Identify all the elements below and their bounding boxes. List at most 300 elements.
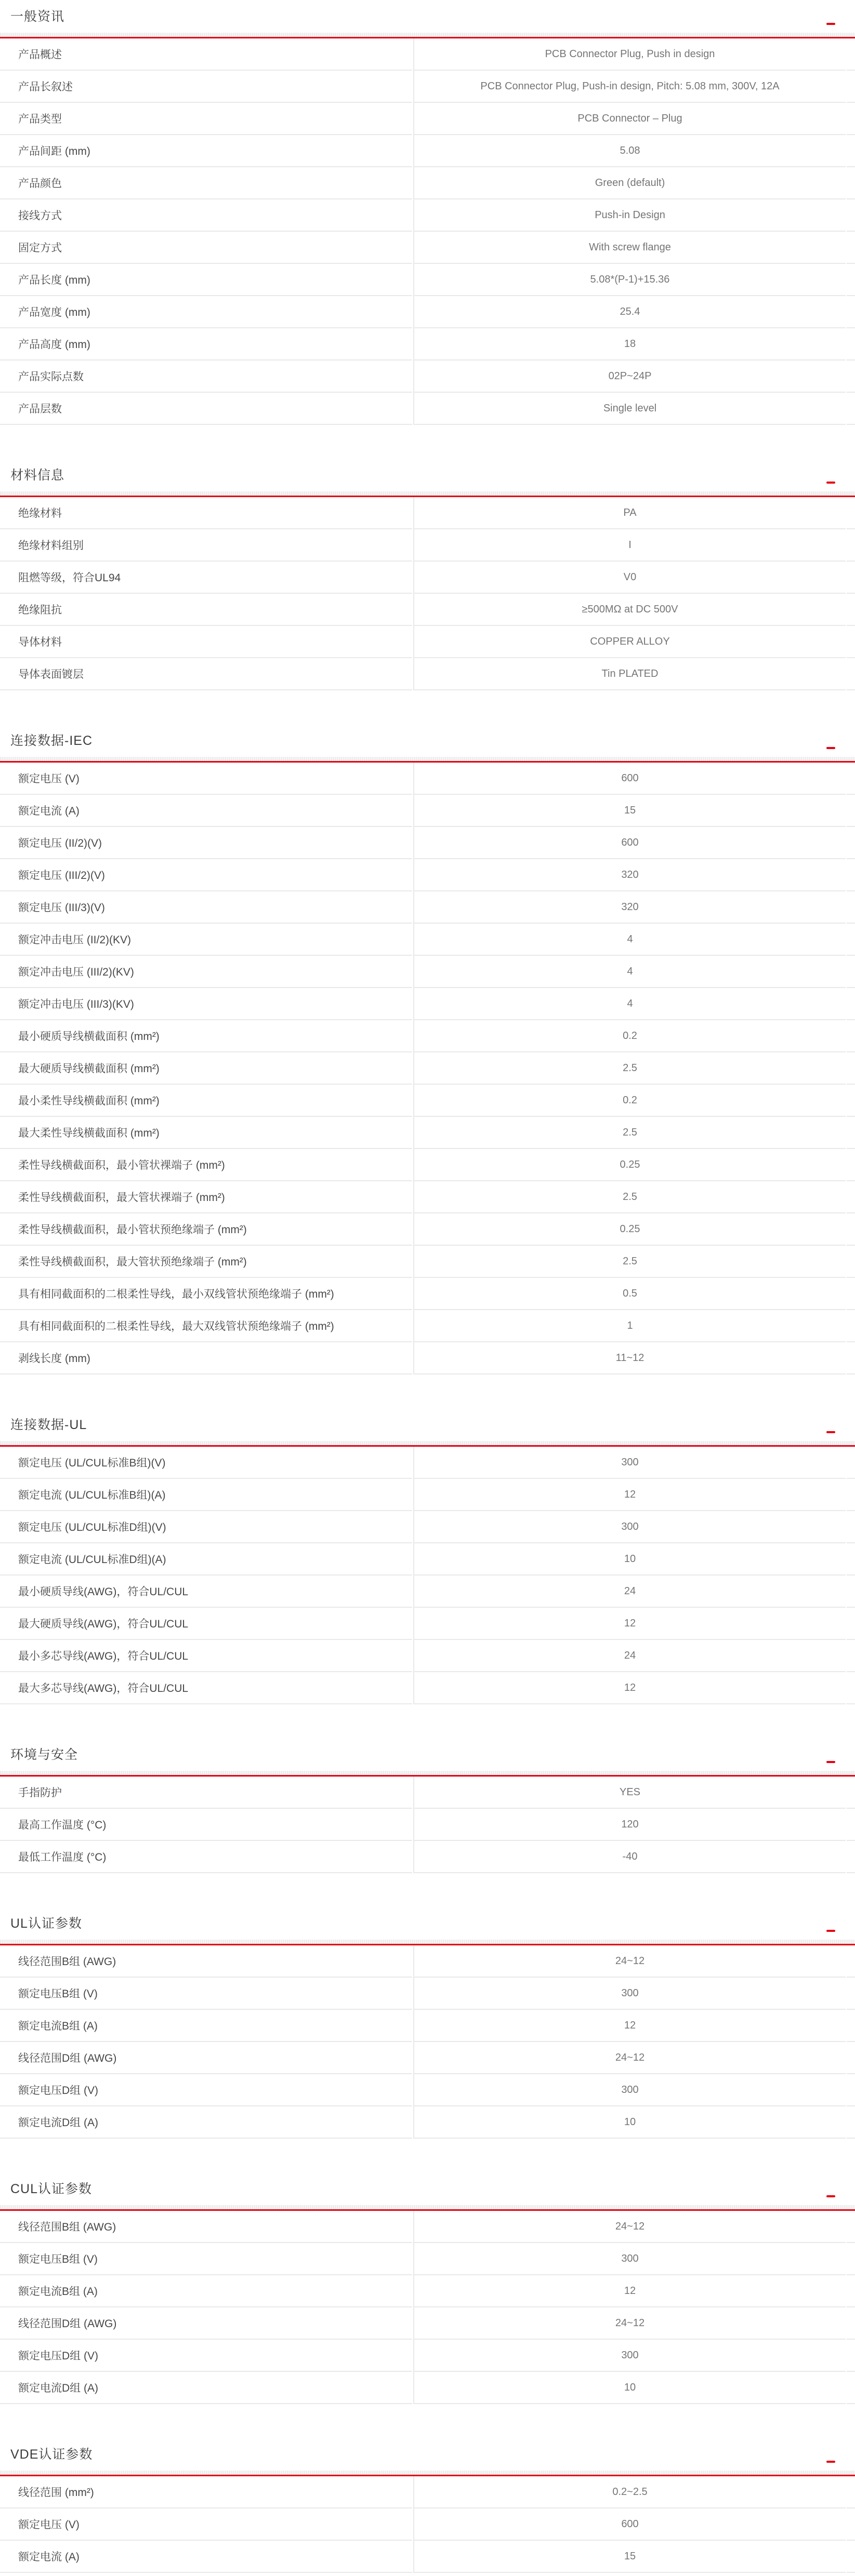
hatch-band	[0, 1441, 855, 1445]
spec-row	[0, 956, 855, 988]
spec-label: 产品实际点数	[0, 361, 412, 393]
spec-row	[0, 988, 855, 1020]
row-stub	[847, 1117, 855, 1149]
spec-value: Push-in Design	[413, 199, 846, 232]
row-stub	[847, 891, 855, 924]
row-stub	[847, 2340, 855, 2372]
spec-row	[0, 1511, 855, 1543]
spec-row	[0, 1809, 855, 1841]
spec-value: 300	[413, 1511, 846, 1543]
spec-label: 柔性导线横截面积，最大管状裸端子 (mm²)	[0, 1181, 412, 1213]
spec-section	[0, 1416, 855, 1704]
spec-row	[0, 393, 855, 425]
row-stub	[847, 1246, 855, 1278]
red-underline	[0, 1944, 855, 1945]
spec-label: 柔性导线横截面积，最小管状裸端子 (mm²)	[0, 1149, 412, 1181]
spec-label: 最低工作温度 (°C)	[0, 1841, 412, 1873]
spec-row	[0, 1085, 855, 1117]
section-divider	[0, 1940, 855, 1945]
spec-row	[0, 2211, 855, 2243]
spec-value: 1	[413, 1310, 846, 1342]
spec-label: 额定电压D组 (V)	[0, 2074, 412, 2106]
hatch-band	[0, 757, 855, 761]
spec-value: 15	[413, 2541, 846, 2573]
collapse-minus-icon[interactable]	[826, 747, 835, 749]
hatch-band	[0, 1940, 855, 1944]
row-stub	[847, 658, 855, 690]
red-underline	[0, 37, 855, 38]
spec-row	[0, 167, 855, 199]
spec-value: 12	[413, 1608, 846, 1640]
spec-value: 2.5	[413, 1052, 846, 1085]
spec-row	[0, 1181, 855, 1213]
spec-row	[0, 232, 855, 264]
spec-label: 额定电流 (A)	[0, 795, 412, 827]
spec-section	[0, 731, 855, 1374]
spec-row	[0, 1672, 855, 1704]
spec-label: 线径范围D组 (AWG)	[0, 2042, 412, 2074]
spec-row	[0, 891, 855, 924]
row-stub	[847, 1479, 855, 1511]
row-stub	[847, 2508, 855, 2541]
spec-value: 300	[413, 1978, 846, 2010]
spec-value: PCB Connector – Plug	[413, 103, 846, 135]
row-stub	[847, 626, 855, 658]
row-stub	[847, 2211, 855, 2243]
spec-value: Single level	[413, 393, 846, 425]
spec-value: With screw flange	[413, 232, 846, 264]
row-stub	[847, 2307, 855, 2340]
spec-row	[0, 2275, 855, 2307]
row-stub	[847, 956, 855, 988]
row-stub	[847, 1149, 855, 1181]
spec-page	[0, 7, 855, 2576]
spec-value: 320	[413, 859, 846, 891]
spec-row	[0, 71, 855, 103]
row-stub	[847, 1608, 855, 1640]
spec-row	[0, 859, 855, 891]
section-title: 环境与安全	[10, 1747, 78, 1762]
spec-value: 12	[413, 2010, 846, 2042]
spec-value: 24	[413, 1640, 846, 1672]
spec-row	[0, 135, 855, 167]
spec-label: 线径范围D组 (AWG)	[0, 2307, 412, 2340]
row-stub	[847, 1640, 855, 1672]
section-title: CUL认证参数	[10, 2182, 93, 2196]
spec-row	[0, 2074, 855, 2106]
collapse-minus-icon[interactable]	[826, 1761, 835, 1763]
spec-section	[0, 7, 855, 425]
spec-row	[0, 2541, 855, 2573]
row-stub	[847, 529, 855, 562]
row-stub	[847, 1213, 855, 1246]
spec-value: Tin PLATED	[413, 658, 846, 690]
spec-row	[0, 328, 855, 361]
spec-value: 5.08*(P-1)+15.36	[413, 264, 846, 296]
row-stub	[847, 2243, 855, 2275]
spec-label: 额定电压 (V)	[0, 763, 412, 795]
spec-value: 12	[413, 2275, 846, 2307]
row-stub	[847, 1672, 855, 1704]
row-stub	[847, 795, 855, 827]
row-stub	[847, 1310, 855, 1342]
spec-row	[0, 1640, 855, 1672]
row-stub	[847, 1085, 855, 1117]
spec-row	[0, 2340, 855, 2372]
spec-value: PCB Connector Plug, Push in design	[413, 38, 846, 71]
spec-value: 18	[413, 328, 846, 361]
spec-value: 300	[413, 2243, 846, 2275]
spec-label: 额定电压 (V)	[0, 2508, 412, 2541]
spec-value: 0.25	[413, 1213, 846, 1246]
row-stub	[847, 2372, 855, 2404]
row-stub	[847, 497, 855, 529]
row-stub	[847, 103, 855, 135]
red-underline	[0, 1445, 855, 1447]
spec-value: 15	[413, 795, 846, 827]
hatch-band	[0, 1771, 855, 1775]
spec-label: 最大柔性导线横截面积 (mm²)	[0, 1117, 412, 1149]
section-divider	[0, 1441, 855, 1447]
row-stub	[847, 2042, 855, 2074]
row-stub	[847, 924, 855, 956]
row-stub	[847, 1576, 855, 1608]
spec-value: 10	[413, 2372, 846, 2404]
spec-row	[0, 2010, 855, 2042]
spec-label: 线径范围 (mm²)	[0, 2476, 412, 2508]
spec-row	[0, 2307, 855, 2340]
spec-row	[0, 763, 855, 795]
spec-label: 额定电压B组 (V)	[0, 2243, 412, 2275]
row-stub	[847, 562, 855, 594]
row-stub	[847, 2476, 855, 2508]
spec-row	[0, 1246, 855, 1278]
spec-value: 600	[413, 2508, 846, 2541]
spec-value: 2.5	[413, 1246, 846, 1278]
spec-label: 绝缘材料	[0, 497, 412, 529]
spec-rows	[0, 1447, 855, 1704]
spec-value: COPPER ALLOY	[413, 626, 846, 658]
spec-label: 产品概述	[0, 38, 412, 71]
spec-value: 0.5	[413, 1278, 846, 1310]
spec-label: 剥线长度 (mm)	[0, 1342, 412, 1374]
spec-section	[0, 2180, 855, 2404]
row-stub	[847, 361, 855, 393]
row-stub	[847, 1841, 855, 1873]
spec-value: 24	[413, 1576, 846, 1608]
collapse-minus-icon[interactable]	[826, 1431, 835, 1433]
row-stub	[847, 2106, 855, 2139]
spec-row	[0, 626, 855, 658]
spec-label: 具有相同截面积的二根柔性导线，最大双线管状预绝缘端子 (mm²)	[0, 1310, 412, 1342]
hatch-band	[0, 2205, 855, 2209]
spec-value: 0.2	[413, 1020, 846, 1052]
section-title: VDE认证参数	[10, 2447, 93, 2462]
spec-value: 4	[413, 988, 846, 1020]
spec-rows	[0, 2476, 855, 2573]
spec-label: 最大多芯导线(AWG)，符合UL/CUL	[0, 1672, 412, 1704]
spec-section	[0, 1914, 855, 2139]
spec-label: 最大硬质导线(AWG)，符合UL/CUL	[0, 1608, 412, 1640]
row-stub	[847, 38, 855, 71]
spec-row	[0, 1447, 855, 1479]
spec-label: 额定电流 (UL/CUL标准D组)(A)	[0, 1543, 412, 1576]
spec-value: 300	[413, 2074, 846, 2106]
spec-value: 4	[413, 956, 846, 988]
collapse-minus-icon[interactable]	[826, 23, 835, 25]
spec-value: 24~12	[413, 2307, 846, 2340]
spec-label: 最小柔性导线横截面积 (mm²)	[0, 1085, 412, 1117]
spec-row	[0, 924, 855, 956]
spec-row	[0, 103, 855, 135]
spec-row	[0, 827, 855, 859]
spec-value: 11~12	[413, 1342, 846, 1374]
row-stub	[847, 1181, 855, 1213]
spec-row	[0, 1543, 855, 1576]
spec-value: 320	[413, 891, 846, 924]
spec-row	[0, 1479, 855, 1511]
row-stub	[847, 2275, 855, 2307]
row-stub	[847, 393, 855, 425]
spec-label: 柔性导线横截面积，最大管状预绝缘端子 (mm²)	[0, 1246, 412, 1278]
spec-section	[0, 1745, 855, 1873]
spec-label: 额定冲击电压 (II/2)(KV)	[0, 924, 412, 956]
spec-row	[0, 2042, 855, 2074]
spec-label: 具有相同截面积的二根柔性导线，最小双线管状预绝缘端子 (mm²)	[0, 1278, 412, 1310]
spec-value: 0.2	[413, 1085, 846, 1117]
spec-row	[0, 2476, 855, 2508]
spec-value: 300	[413, 2340, 846, 2372]
spec-value: PCB Connector Plug, Push-in design, Pitch: 5.08 mm, 300V, 12A	[413, 71, 846, 103]
spec-row	[0, 199, 855, 232]
spec-rows	[0, 1945, 855, 2139]
spec-value: 24~12	[413, 1945, 846, 1978]
spec-value: ≥500MΩ at DC 500V	[413, 594, 846, 626]
spec-label: 产品长度 (mm)	[0, 264, 412, 296]
row-stub	[847, 859, 855, 891]
spec-row	[0, 594, 855, 626]
row-stub	[847, 988, 855, 1020]
spec-label: 绝缘材料组别	[0, 529, 412, 562]
spec-value: 10	[413, 1543, 846, 1576]
row-stub	[847, 135, 855, 167]
spec-label: 柔性导线横截面积，最小管状预绝缘端子 (mm²)	[0, 1213, 412, 1246]
spec-label: 额定电流 (UL/CUL标准B组)(A)	[0, 1479, 412, 1511]
spec-value: 12	[413, 1479, 846, 1511]
row-stub	[847, 1777, 855, 1809]
spec-row	[0, 795, 855, 827]
row-stub	[847, 264, 855, 296]
spec-value: 12	[413, 1672, 846, 1704]
spec-label: 最小硬质导线(AWG)，符合UL/CUL	[0, 1576, 412, 1608]
spec-value: V0	[413, 562, 846, 594]
spec-row	[0, 1841, 855, 1873]
red-underline	[0, 496, 855, 497]
spec-value: 2.5	[413, 1181, 846, 1213]
spec-row	[0, 1117, 855, 1149]
collapse-minus-icon[interactable]	[826, 2461, 835, 2463]
section-title: 连接数据-UL	[10, 1418, 87, 1432]
spec-row	[0, 1608, 855, 1640]
spec-label: 线径范围B组 (AWG)	[0, 2211, 412, 2243]
spec-row	[0, 1052, 855, 1085]
row-stub	[847, 1945, 855, 1978]
spec-label: 额定电流D组 (A)	[0, 2372, 412, 2404]
spec-value: 4	[413, 924, 846, 956]
row-stub	[847, 328, 855, 361]
spec-value: 2.5	[413, 1117, 846, 1149]
row-stub	[847, 1809, 855, 1841]
spec-label: 额定电压 (UL/CUL标准B组)(V)	[0, 1447, 412, 1479]
spec-row	[0, 529, 855, 562]
spec-label: 额定电流D组 (A)	[0, 2106, 412, 2139]
hatch-band	[0, 491, 855, 496]
spec-value: 600	[413, 763, 846, 795]
spec-row	[0, 1342, 855, 1374]
spec-label: 阻燃等级，符合UL94	[0, 562, 412, 594]
section-divider	[0, 1771, 855, 1777]
spec-label: 产品层数	[0, 393, 412, 425]
spec-section	[0, 2445, 855, 2573]
row-stub	[847, 1342, 855, 1374]
spec-label: 额定电压 (III/3)(V)	[0, 891, 412, 924]
spec-row	[0, 2372, 855, 2404]
spec-row	[0, 658, 855, 690]
spec-label: 额定冲击电压 (III/2)(KV)	[0, 956, 412, 988]
row-stub	[847, 232, 855, 264]
row-stub	[847, 1978, 855, 2010]
spec-row	[0, 296, 855, 328]
spec-label: 绝缘阻抗	[0, 594, 412, 626]
section-divider	[0, 2471, 855, 2476]
spec-row	[0, 361, 855, 393]
spec-label: 产品高度 (mm)	[0, 328, 412, 361]
row-stub	[847, 71, 855, 103]
red-underline	[0, 2475, 855, 2476]
spec-value: 0.2~2.5	[413, 2476, 846, 2508]
row-stub	[847, 2541, 855, 2573]
spec-value: I	[413, 529, 846, 562]
spec-row	[0, 2508, 855, 2541]
red-underline	[0, 1775, 855, 1777]
row-stub	[847, 827, 855, 859]
spec-rows	[0, 497, 855, 690]
spec-row	[0, 264, 855, 296]
spec-value: PA	[413, 497, 846, 529]
hatch-band	[0, 33, 855, 37]
collapse-minus-icon[interactable]	[826, 482, 835, 484]
row-stub	[847, 1511, 855, 1543]
spec-label: 额定电流B组 (A)	[0, 2010, 412, 2042]
spec-label: 产品长叙述	[0, 71, 412, 103]
row-stub	[847, 763, 855, 795]
red-underline	[0, 761, 855, 763]
spec-row	[0, 2243, 855, 2275]
spec-label: 额定电压 (UL/CUL标准D组)(V)	[0, 1511, 412, 1543]
spec-label: 最高工作温度 (°C)	[0, 1809, 412, 1841]
spec-label: 额定电压 (II/2)(V)	[0, 827, 412, 859]
spec-label: 导体材料	[0, 626, 412, 658]
section-title: 连接数据-IEC	[10, 733, 93, 748]
spec-label: 额定冲击电压 (III/3)(KV)	[0, 988, 412, 1020]
collapse-minus-icon[interactable]	[826, 1930, 835, 1932]
collapse-minus-icon[interactable]	[826, 2195, 835, 2197]
spec-row	[0, 1278, 855, 1310]
row-stub	[847, 1020, 855, 1052]
spec-value: -40	[413, 1841, 846, 1873]
section-title: UL认证参数	[10, 1916, 82, 1931]
spec-value: 24~12	[413, 2042, 846, 2074]
row-stub	[847, 1447, 855, 1479]
spec-value: 600	[413, 827, 846, 859]
section-divider	[0, 33, 855, 38]
spec-value: 10	[413, 2106, 846, 2139]
spec-row	[0, 562, 855, 594]
spec-label: 产品宽度 (mm)	[0, 296, 412, 328]
spec-row	[0, 1777, 855, 1809]
spec-label: 固定方式	[0, 232, 412, 264]
spec-label: 产品间距 (mm)	[0, 135, 412, 167]
spec-rows	[0, 1777, 855, 1873]
row-stub	[847, 1278, 855, 1310]
spec-label: 接线方式	[0, 199, 412, 232]
spec-label: 产品颜色	[0, 167, 412, 199]
spec-label: 最小硬质导线横截面积 (mm²)	[0, 1020, 412, 1052]
spec-label: 额定电流B组 (A)	[0, 2275, 412, 2307]
spec-row	[0, 1945, 855, 1978]
row-stub	[847, 296, 855, 328]
spec-row	[0, 1213, 855, 1246]
spec-label: 手指防护	[0, 1777, 412, 1809]
section-title: 一般资讯	[10, 9, 65, 24]
row-stub	[847, 2010, 855, 2042]
spec-label: 最大硬质导线横截面积 (mm²)	[0, 1052, 412, 1085]
spec-value: 120	[413, 1809, 846, 1841]
spec-label: 额定电流 (A)	[0, 2541, 412, 2573]
spec-row	[0, 2106, 855, 2139]
spec-value: 0.25	[413, 1149, 846, 1181]
spec-row	[0, 497, 855, 529]
spec-row	[0, 1576, 855, 1608]
spec-row	[0, 1020, 855, 1052]
section-divider	[0, 2205, 855, 2211]
red-underline	[0, 2209, 855, 2211]
spec-row	[0, 1978, 855, 2010]
spec-label: 额定电压 (III/2)(V)	[0, 859, 412, 891]
spec-value: YES	[413, 1777, 846, 1809]
row-stub	[847, 199, 855, 232]
spec-section	[0, 466, 855, 690]
spec-value: 25.4	[413, 296, 846, 328]
section-title: 材料信息	[10, 468, 65, 483]
section-divider	[0, 491, 855, 497]
row-stub	[847, 1052, 855, 1085]
spec-value: 5.08	[413, 135, 846, 167]
spec-label: 额定电压D组 (V)	[0, 2340, 412, 2372]
spec-label: 导体表面镀层	[0, 658, 412, 690]
row-stub	[847, 2074, 855, 2106]
hatch-band	[0, 2471, 855, 2475]
spec-rows	[0, 38, 855, 425]
spec-value: 24~12	[413, 2211, 846, 2243]
row-stub	[847, 594, 855, 626]
row-stub	[847, 167, 855, 199]
spec-label: 产品类型	[0, 103, 412, 135]
spec-row	[0, 1310, 855, 1342]
spec-label: 额定电压B组 (V)	[0, 1978, 412, 2010]
spec-rows	[0, 763, 855, 1374]
spec-label: 最小多芯导线(AWG)，符合UL/CUL	[0, 1640, 412, 1672]
